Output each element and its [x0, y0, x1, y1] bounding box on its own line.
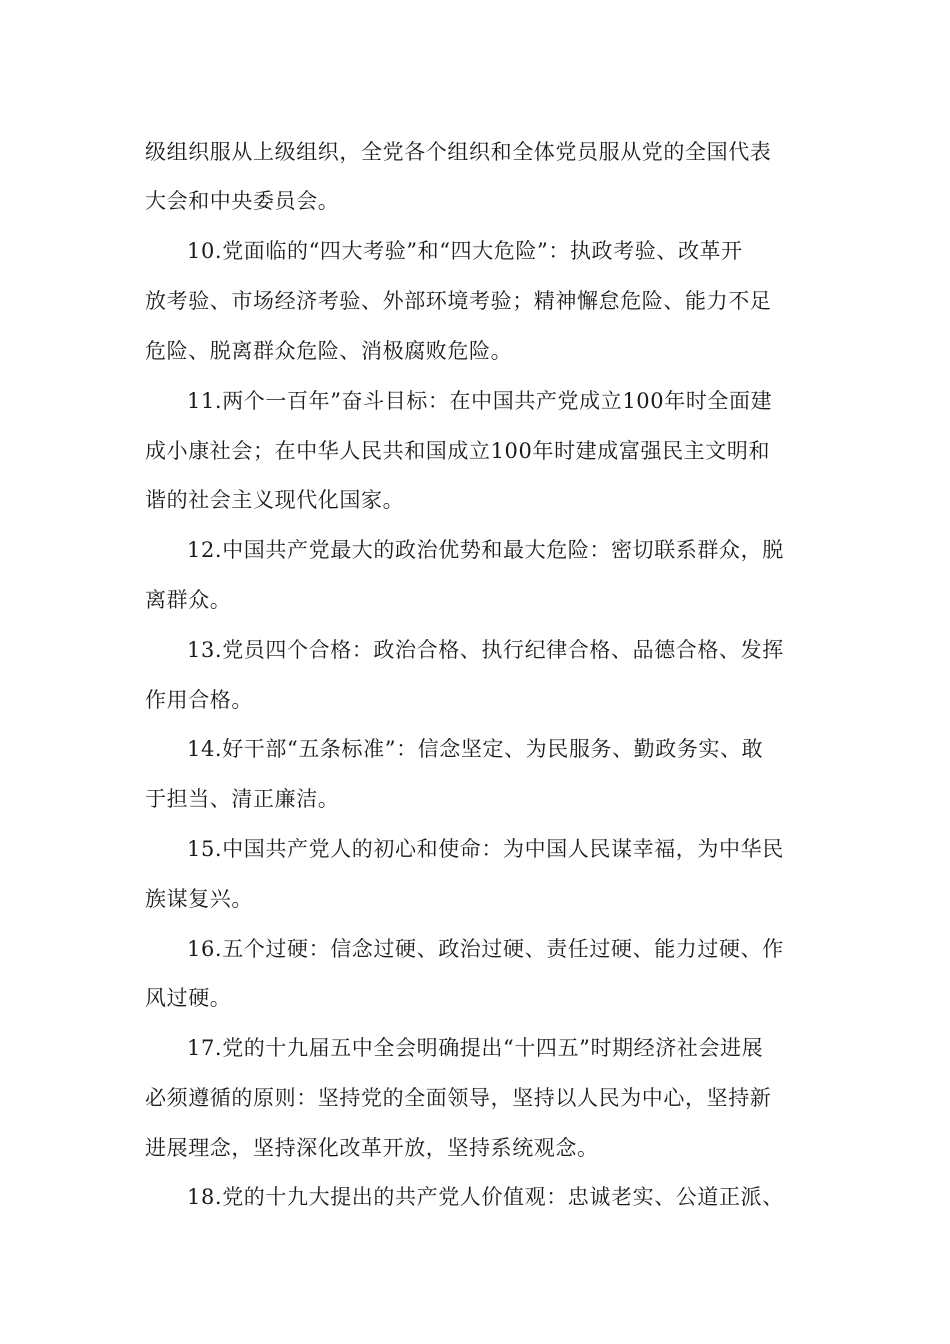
- text-line: 必须遵循的原则：坚持党的全面领导，坚持以人民为中心，坚持新: [145, 1086, 772, 1110]
- paragraph-16-start: 16.五个过硬：信念过硬、政治过硬、责任过硬、能力过硬、作: [187, 937, 784, 961]
- text-line: 风过硬。: [145, 986, 232, 1010]
- text-line: 作用合格。: [145, 688, 253, 712]
- text-line: 放考验、市场经济考验、外部环境考验；精神懈怠危险、能力不足: [145, 289, 772, 313]
- paragraph-18-start: 18.党的十九大提出的共产党人价值观：忠诚老实、公道正派、: [187, 1185, 784, 1209]
- paragraph-14-start: 14.好干部“五条标准”：信念坚定、为民服务、勤政务实、敢: [187, 737, 764, 761]
- paragraph-17-start: 17.党的十九届五中全会明确提出“十四五”时期经济社会进展: [187, 1036, 764, 1060]
- paragraph-12-start: 12.中国共产党最大的政治优势和最大危险：密切联系群众，脱: [187, 538, 784, 562]
- text-line: 族谋复兴。: [145, 887, 253, 911]
- paragraph-15-start: 15.中国共产党人的初心和使命：为中国人民谋幸福，为中华民: [187, 837, 784, 861]
- text-line: 危险、脱离群众危险、消极腐败危险。: [145, 339, 513, 363]
- text-line: 成小康社会；在中华人民共和国成立100年时建成富强民主文明和: [145, 439, 771, 463]
- text-line: 于担当、清正廉洁。: [145, 787, 340, 811]
- text-line: 谐的社会主义现代化国家。: [145, 488, 405, 512]
- paragraph-13-start: 13.党员四个合格：政治合格、执行纪律合格、品德合格、发挥: [187, 638, 784, 662]
- paragraph-11-start: 11.两个一百年”奋斗目标：在中国共产党成立100年时全面建: [187, 389, 773, 413]
- text-line: 离群众。: [145, 588, 232, 612]
- paragraph-10-start: 10.党面临的“四大考验”和“四大危险”：执政考验、改革开: [187, 239, 743, 263]
- text-line: 级组织服从上级组织，全党各个组织和全体党员服从党的全国代表: [145, 140, 772, 164]
- text-line: 进展理念，坚持深化改革开放，坚持系统观念。: [145, 1136, 599, 1160]
- text-line: 大会和中央委员会。: [145, 189, 340, 213]
